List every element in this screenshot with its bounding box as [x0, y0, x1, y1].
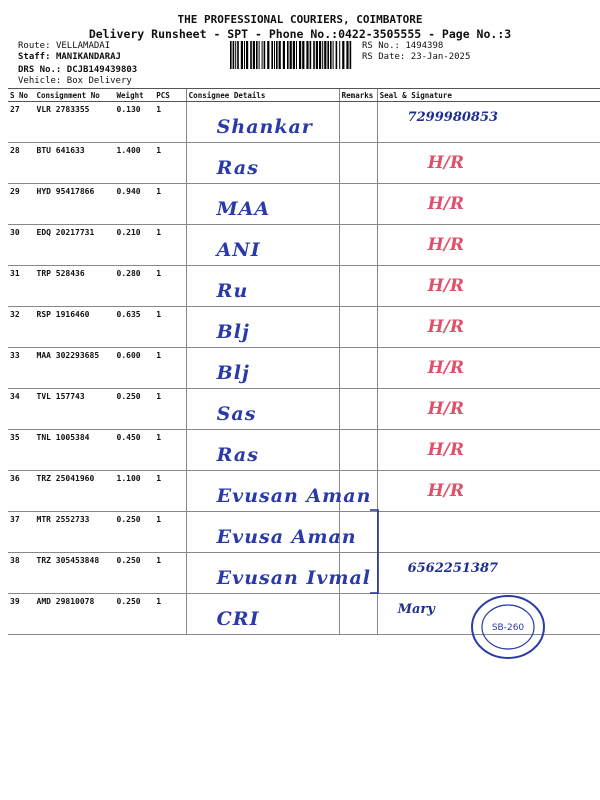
- row-seal-signature: [377, 184, 600, 225]
- drs-label: DRS No.:: [18, 65, 62, 75]
- row-remarks: [339, 225, 377, 266]
- table-header-row: [8, 89, 600, 102]
- row-seal-signature: [377, 266, 600, 307]
- row-sno: 29: [8, 184, 35, 225]
- row-consignment-no: EDQ 20217731: [35, 225, 115, 266]
- row-consignee-details: [186, 471, 372, 512]
- rs-number-value: 1494398: [405, 41, 444, 51]
- handwritten-signature: H/R: [427, 194, 464, 214]
- handwritten-signature: H/R: [427, 276, 464, 296]
- row-weight: 1.100: [115, 471, 155, 512]
- row-consignee-details: [186, 102, 339, 143]
- row-pcs: 1: [154, 430, 186, 471]
- row-sno: 39: [8, 594, 35, 635]
- row-consignee-details: [186, 307, 339, 348]
- svg-text:SB-260: SB-260: [491, 623, 525, 633]
- col-seal: Seal & Signature: [377, 89, 600, 102]
- row-sno: 32: [8, 307, 35, 348]
- handwritten-signature: H/R: [427, 235, 464, 255]
- row-consignee-details: [186, 225, 339, 266]
- row-consignment-no: AMD 29810078: [35, 594, 115, 635]
- drs-value: DCJB149439803: [66, 65, 138, 75]
- handwritten-signature: H/R: [427, 440, 464, 460]
- handwritten-signature: 6562251387: [407, 561, 499, 576]
- row-consignment-no: TRP 528436: [35, 266, 115, 307]
- handwritten-consignee-name: Evusan Aman: [216, 485, 372, 507]
- company-seal-stamp: [468, 592, 548, 662]
- rs-number-line: [362, 41, 443, 51]
- row-pcs: 1: [154, 184, 186, 225]
- row-consignee-details: [186, 553, 372, 594]
- table-row: [8, 553, 600, 594]
- runsheet-subtitle: Delivery Runsheet - SPT - Phone No.:0422-3505555 - Page No.:3: [88, 27, 512, 41]
- row-consignment-no: TRZ 25041960: [35, 471, 115, 512]
- vehicle-line: [18, 76, 132, 86]
- row-weight: 0.635: [115, 307, 155, 348]
- row-pcs: 1: [154, 594, 186, 635]
- handwritten-consignee-name: CRI: [216, 608, 260, 630]
- row-remarks: [339, 307, 377, 348]
- runsheet-table: [8, 88, 600, 635]
- row-consignment-no: VLR 2783355: [35, 102, 115, 143]
- row-consignee-details: [186, 594, 339, 635]
- table-row: [8, 471, 600, 512]
- col-sno: S No: [8, 89, 35, 102]
- table-row: [8, 512, 600, 553]
- col-consignee: Consignee Details: [186, 89, 339, 102]
- row-remarks: [339, 143, 377, 184]
- row-consignment-no: BTU 641633: [35, 143, 115, 184]
- row-consignment-no: RSP 1916460: [35, 307, 115, 348]
- row-sno: 30: [8, 225, 35, 266]
- row-pcs: 1: [154, 225, 186, 266]
- row-consignment-no: TRZ 305453848: [35, 553, 115, 594]
- barcode-image: [230, 41, 352, 69]
- drs-line: [18, 65, 137, 75]
- handwritten-consignee-name: Evusa Aman: [216, 526, 357, 548]
- col-pcs: PCS: [154, 89, 186, 102]
- row-weight: 0.250: [115, 594, 155, 635]
- handwritten-consignee-name: Blj: [216, 321, 250, 343]
- handwritten-consignee-name: Evusan Ivmal: [216, 567, 372, 589]
- row-seal-signature: [377, 553, 600, 594]
- row-sno: 35: [8, 430, 35, 471]
- row-remarks: [339, 102, 377, 143]
- row-sno: 34: [8, 389, 35, 430]
- row-sno: 36: [8, 471, 35, 512]
- row-sno: 27: [8, 102, 35, 143]
- col-remarks: Remarks: [339, 89, 377, 102]
- row-consignment-no: TVL 157743: [35, 389, 115, 430]
- handwritten-consignee-name: Shankar: [216, 116, 313, 138]
- row-sno: 28: [8, 143, 35, 184]
- route-value: VELLAMADAI: [55, 41, 111, 51]
- row-pcs: 1: [154, 143, 186, 184]
- handwritten-consignee-name: Ras: [216, 157, 259, 179]
- staff-line: [18, 52, 121, 62]
- row-remarks: [339, 430, 377, 471]
- company-title: THE PROFESSIONAL COURIERS, COIMBATORE: [177, 13, 423, 26]
- handwritten-signature: H/R: [427, 317, 464, 337]
- col-weight: Weight: [115, 89, 155, 102]
- row-consignee-details: [186, 266, 339, 307]
- row-seal-signature: [377, 143, 600, 184]
- row-consignment-no: MAA 302293685: [35, 348, 115, 389]
- row-seal-signature: [377, 307, 600, 348]
- handwritten-consignee-name: Ru: [216, 280, 249, 302]
- row-weight: 0.130: [115, 102, 155, 143]
- row-pcs: 1: [154, 471, 186, 512]
- row-weight: 0.280: [115, 266, 155, 307]
- row-consignment-no: HYD 95417866: [35, 184, 115, 225]
- row-consignee-details: [186, 184, 339, 225]
- row-consignee-details: [186, 348, 339, 389]
- table-row: [8, 143, 600, 184]
- row-consignment-no: TNL 1005384: [35, 430, 115, 471]
- row-pcs: 1: [154, 266, 186, 307]
- col-consignment: Consignment No: [35, 89, 115, 102]
- handwritten-signature: H/R: [427, 153, 464, 173]
- row-pcs: 1: [154, 512, 186, 553]
- row-seal-signature: [377, 471, 600, 512]
- vehicle-value: Box Delivery: [66, 76, 132, 86]
- row-sno: 38: [8, 553, 35, 594]
- row-remarks: [339, 184, 377, 225]
- rs-date-line: [362, 52, 470, 62]
- handwritten-consignee-name: Sas: [216, 403, 257, 425]
- table-row: [8, 389, 600, 430]
- handwritten-consignee-name: MAA: [216, 198, 271, 220]
- handwritten-consignee-name: ANI: [216, 239, 261, 261]
- route-label: Route:: [18, 41, 51, 51]
- vehicle-label: Vehicle:: [18, 76, 62, 86]
- rs-date-value: 23-Jan-2025: [410, 52, 471, 62]
- row-seal-signature: [377, 389, 600, 430]
- row-seal-signature: [377, 512, 600, 553]
- handwritten-signature: Mary: [397, 602, 435, 617]
- row-weight: 0.600: [115, 348, 155, 389]
- table-row: [8, 225, 600, 266]
- row-remarks: [339, 594, 377, 635]
- route-line: [18, 41, 110, 51]
- row-sno: 31: [8, 266, 35, 307]
- handwritten-signature: H/R: [427, 481, 464, 501]
- handwritten-signature: 7299980853: [407, 110, 499, 125]
- row-pcs: 1: [154, 307, 186, 348]
- row-pcs: 1: [154, 389, 186, 430]
- row-remarks: [339, 266, 377, 307]
- table-row: [8, 266, 600, 307]
- row-weight: 0.450: [115, 430, 155, 471]
- row-consignment-no: MTR 2552733: [35, 512, 115, 553]
- row-pcs: 1: [154, 553, 186, 594]
- table-row: [8, 102, 600, 143]
- handwritten-signature: H/R: [427, 399, 464, 419]
- row-sno: 33: [8, 348, 35, 389]
- row-consignee-details: [186, 143, 339, 184]
- row-weight: 0.250: [115, 553, 155, 594]
- handwritten-consignee-name: Blj: [216, 362, 250, 384]
- row-weight: 0.250: [115, 389, 155, 430]
- row-pcs: 1: [154, 102, 186, 143]
- table-row: [8, 307, 600, 348]
- row-remarks: [339, 389, 377, 430]
- row-seal-signature: [377, 225, 600, 266]
- row-weight: 0.210: [115, 225, 155, 266]
- row-seal-signature: [377, 348, 600, 389]
- rs-date-label: RS Date:: [362, 52, 406, 62]
- row-weight: 0.250: [115, 512, 155, 553]
- row-seal-signature: [377, 102, 600, 143]
- row-weight: 0.940: [115, 184, 155, 225]
- table-row: [8, 348, 600, 389]
- table-row: [8, 184, 600, 225]
- rs-number-label: RS No.:: [362, 41, 400, 51]
- row-pcs: 1: [154, 348, 186, 389]
- row-consignee-details: [186, 430, 339, 471]
- bracket-mark: [368, 508, 384, 598]
- row-weight: 1.400: [115, 143, 155, 184]
- row-seal-signature: [377, 430, 600, 471]
- row-consignee-details: [186, 389, 339, 430]
- row-consignee-details: [186, 512, 357, 553]
- staff-label: Staff:: [18, 52, 51, 62]
- handwritten-signature: H/R: [427, 358, 464, 378]
- row-sno: 37: [8, 512, 35, 553]
- row-remarks: [339, 348, 377, 389]
- staff-value: MANIKANDARAJ: [55, 52, 121, 62]
- table-row: [8, 430, 600, 471]
- handwritten-consignee-name: Ras: [216, 444, 259, 466]
